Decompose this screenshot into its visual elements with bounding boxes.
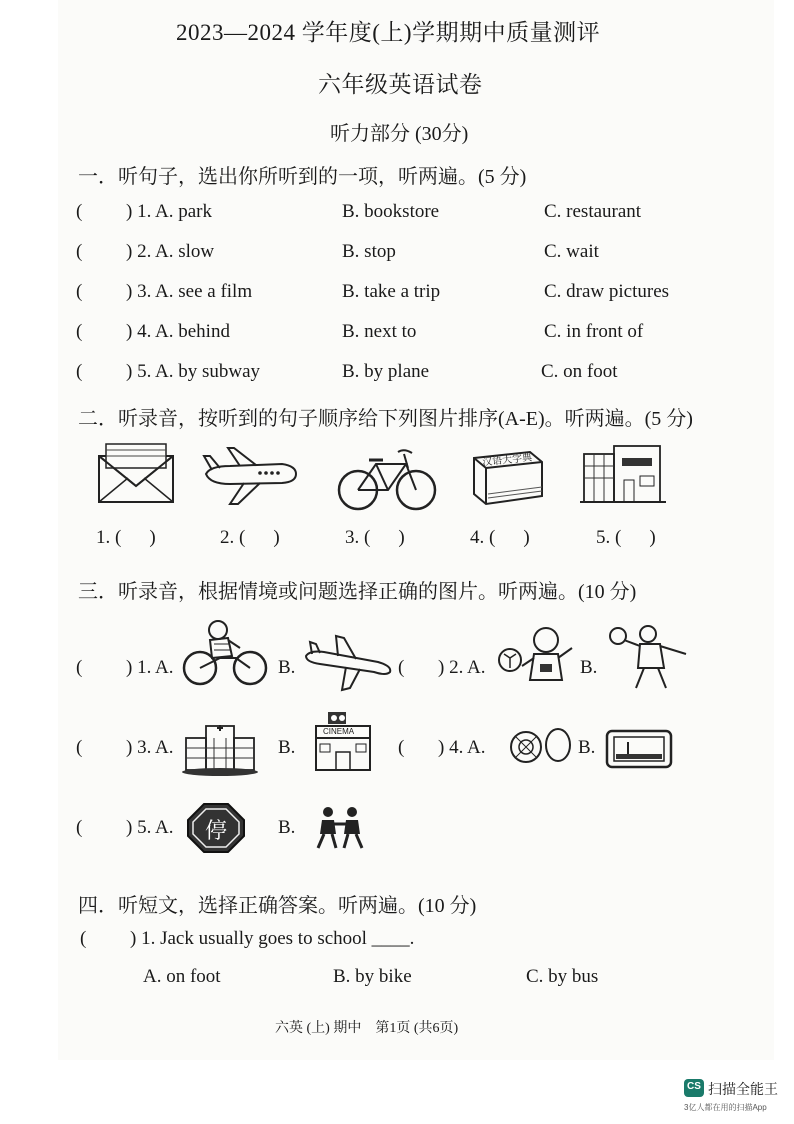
order-label-text: 4. ( [470,527,496,548]
section3-heading: 三．听录音，根据情境或问题选择正确的图片。听两遍。(10 分) [78,581,637,603]
order-label-1: 1. ( ) [96,527,156,548]
s3-q4-option-b: B. [578,737,596,758]
scanner-tagline: 3亿人都在用的扫描App [684,1103,767,1112]
order-label-5: 5. ( ) [596,527,656,548]
q4-option-b: B. next to [342,321,417,342]
s3-q3-option-b: B. [278,737,296,758]
section1-heading: 一．听句子，选出你所听到的一项，听两遍。(5 分) [78,166,527,188]
order-label-4: 4. ( ) [470,527,530,548]
s3-q3-label: ) 3. A. [126,737,174,758]
answer-bracket[interactable]: ( [76,737,83,758]
q5-option-c: C. on foot [541,361,618,382]
q3-option-b: B. take a trip [342,281,441,302]
answer-bracket[interactable]: ( [398,657,405,678]
tablet-device-picture [604,728,674,775]
dictionary-picture [470,448,546,513]
airplane-picture [302,634,394,697]
boy-playing-football-picture [496,624,578,695]
order-label-3: 3. ( ) [345,527,405,548]
hospital-building-picture [180,718,260,781]
q4-option-a: ) 4. A. behind [126,321,230,342]
boy-riding-bike-picture [180,618,270,693]
order-label-text: 2. ( [220,527,246,548]
section2-heading: 二．听录音，按听到的句子顺序给下列图片排序(A-E)。听两遍。(5 分) [78,408,693,430]
answer-bracket[interactable]: ( [76,321,83,342]
page-footer: 六英 (上) 期中 第1页 (共6页) [275,1021,459,1036]
listening-part-label: 听力部分 (30分) [330,123,469,145]
envelope-picture [96,442,176,509]
scanner-logo-text: CS [687,1081,701,1092]
building-picture [580,442,666,511]
q5-option-b: B. by plane [342,361,430,382]
s4-q1-option-b: B. by bike [333,966,412,987]
answer-bracket[interactable]: ( [76,201,83,222]
order-label-text: 1. ( [96,527,122,548]
q1-option-c: C. restaurant [544,201,642,222]
airplane-picture [200,444,300,511]
s3-q1-label: ) 1. A. [126,657,174,678]
round-object-picture [508,722,574,777]
answer-bracket[interactable]: ( [76,657,83,678]
answer-bracket[interactable]: ( [398,737,405,758]
s3-q1-option-b: B. [278,657,296,678]
s4-q1-option-c: C. by bus [526,966,599,987]
q3-option-a: ) 3. A. see a film [126,281,253,302]
stop-sign-picture [186,802,246,859]
q5-option-a: ) 5. A. by subway [126,361,261,382]
basketball-player-picture [606,624,696,695]
s3-q5-option-b: B. [278,817,296,838]
cinema-building-picture [312,710,374,779]
q2-option-a: ) 2. A. slow [126,241,215,262]
q1-option-b: B. bookstore [342,201,440,222]
order-label-text: 5. ( [596,527,622,548]
s4-q1-question: ) 1. Jack usually goes to school ____. [130,928,415,949]
answer-bracket[interactable]: ( [76,281,83,302]
bicycle-picture [336,444,440,519]
answer-bracket[interactable]: ( [80,928,87,949]
s3-q4-label: ) 4. A. [438,737,486,758]
exam-subtitle: 六年级英语试卷 [318,72,483,97]
order-label-text: 3. ( [345,527,371,548]
answer-bracket[interactable]: ( [76,361,83,382]
section4-heading: 四．听短文，选择正确答案。听两遍。(10 分) [78,895,477,917]
s3-q5-label: ) 5. A. [126,817,174,838]
s3-q2-label: ) 2. A. [438,657,486,678]
answer-bracket[interactable]: ( [76,241,83,262]
dictionary-cover-label: 汉语大字典 [481,452,533,469]
scanner-logo-icon [684,1079,704,1097]
s4-q1-option-a: A. on foot [143,966,221,987]
q2-option-b: B. stop [342,241,396,262]
q2-option-c: C. wait [544,241,599,262]
q1-option-a: ) 1. A. park [126,201,213,222]
q4-option-c: C. in front of [544,321,644,342]
s3-q2-option-b: B. [580,657,598,678]
children-walking-picture [314,806,368,855]
order-label-2: 2. ( ) [220,527,280,548]
answer-bracket[interactable]: ( [76,817,83,838]
exam-title: 2023—2024 学年度(上)学期期中质量测评 [176,20,601,45]
scanner-app-name: 扫描全能王 [708,1081,778,1097]
q3-option-c: C. draw pictures [544,281,670,302]
cinema-sign-label: CINEMA [323,727,355,736]
stop-sign-character: 停 [205,819,228,844]
